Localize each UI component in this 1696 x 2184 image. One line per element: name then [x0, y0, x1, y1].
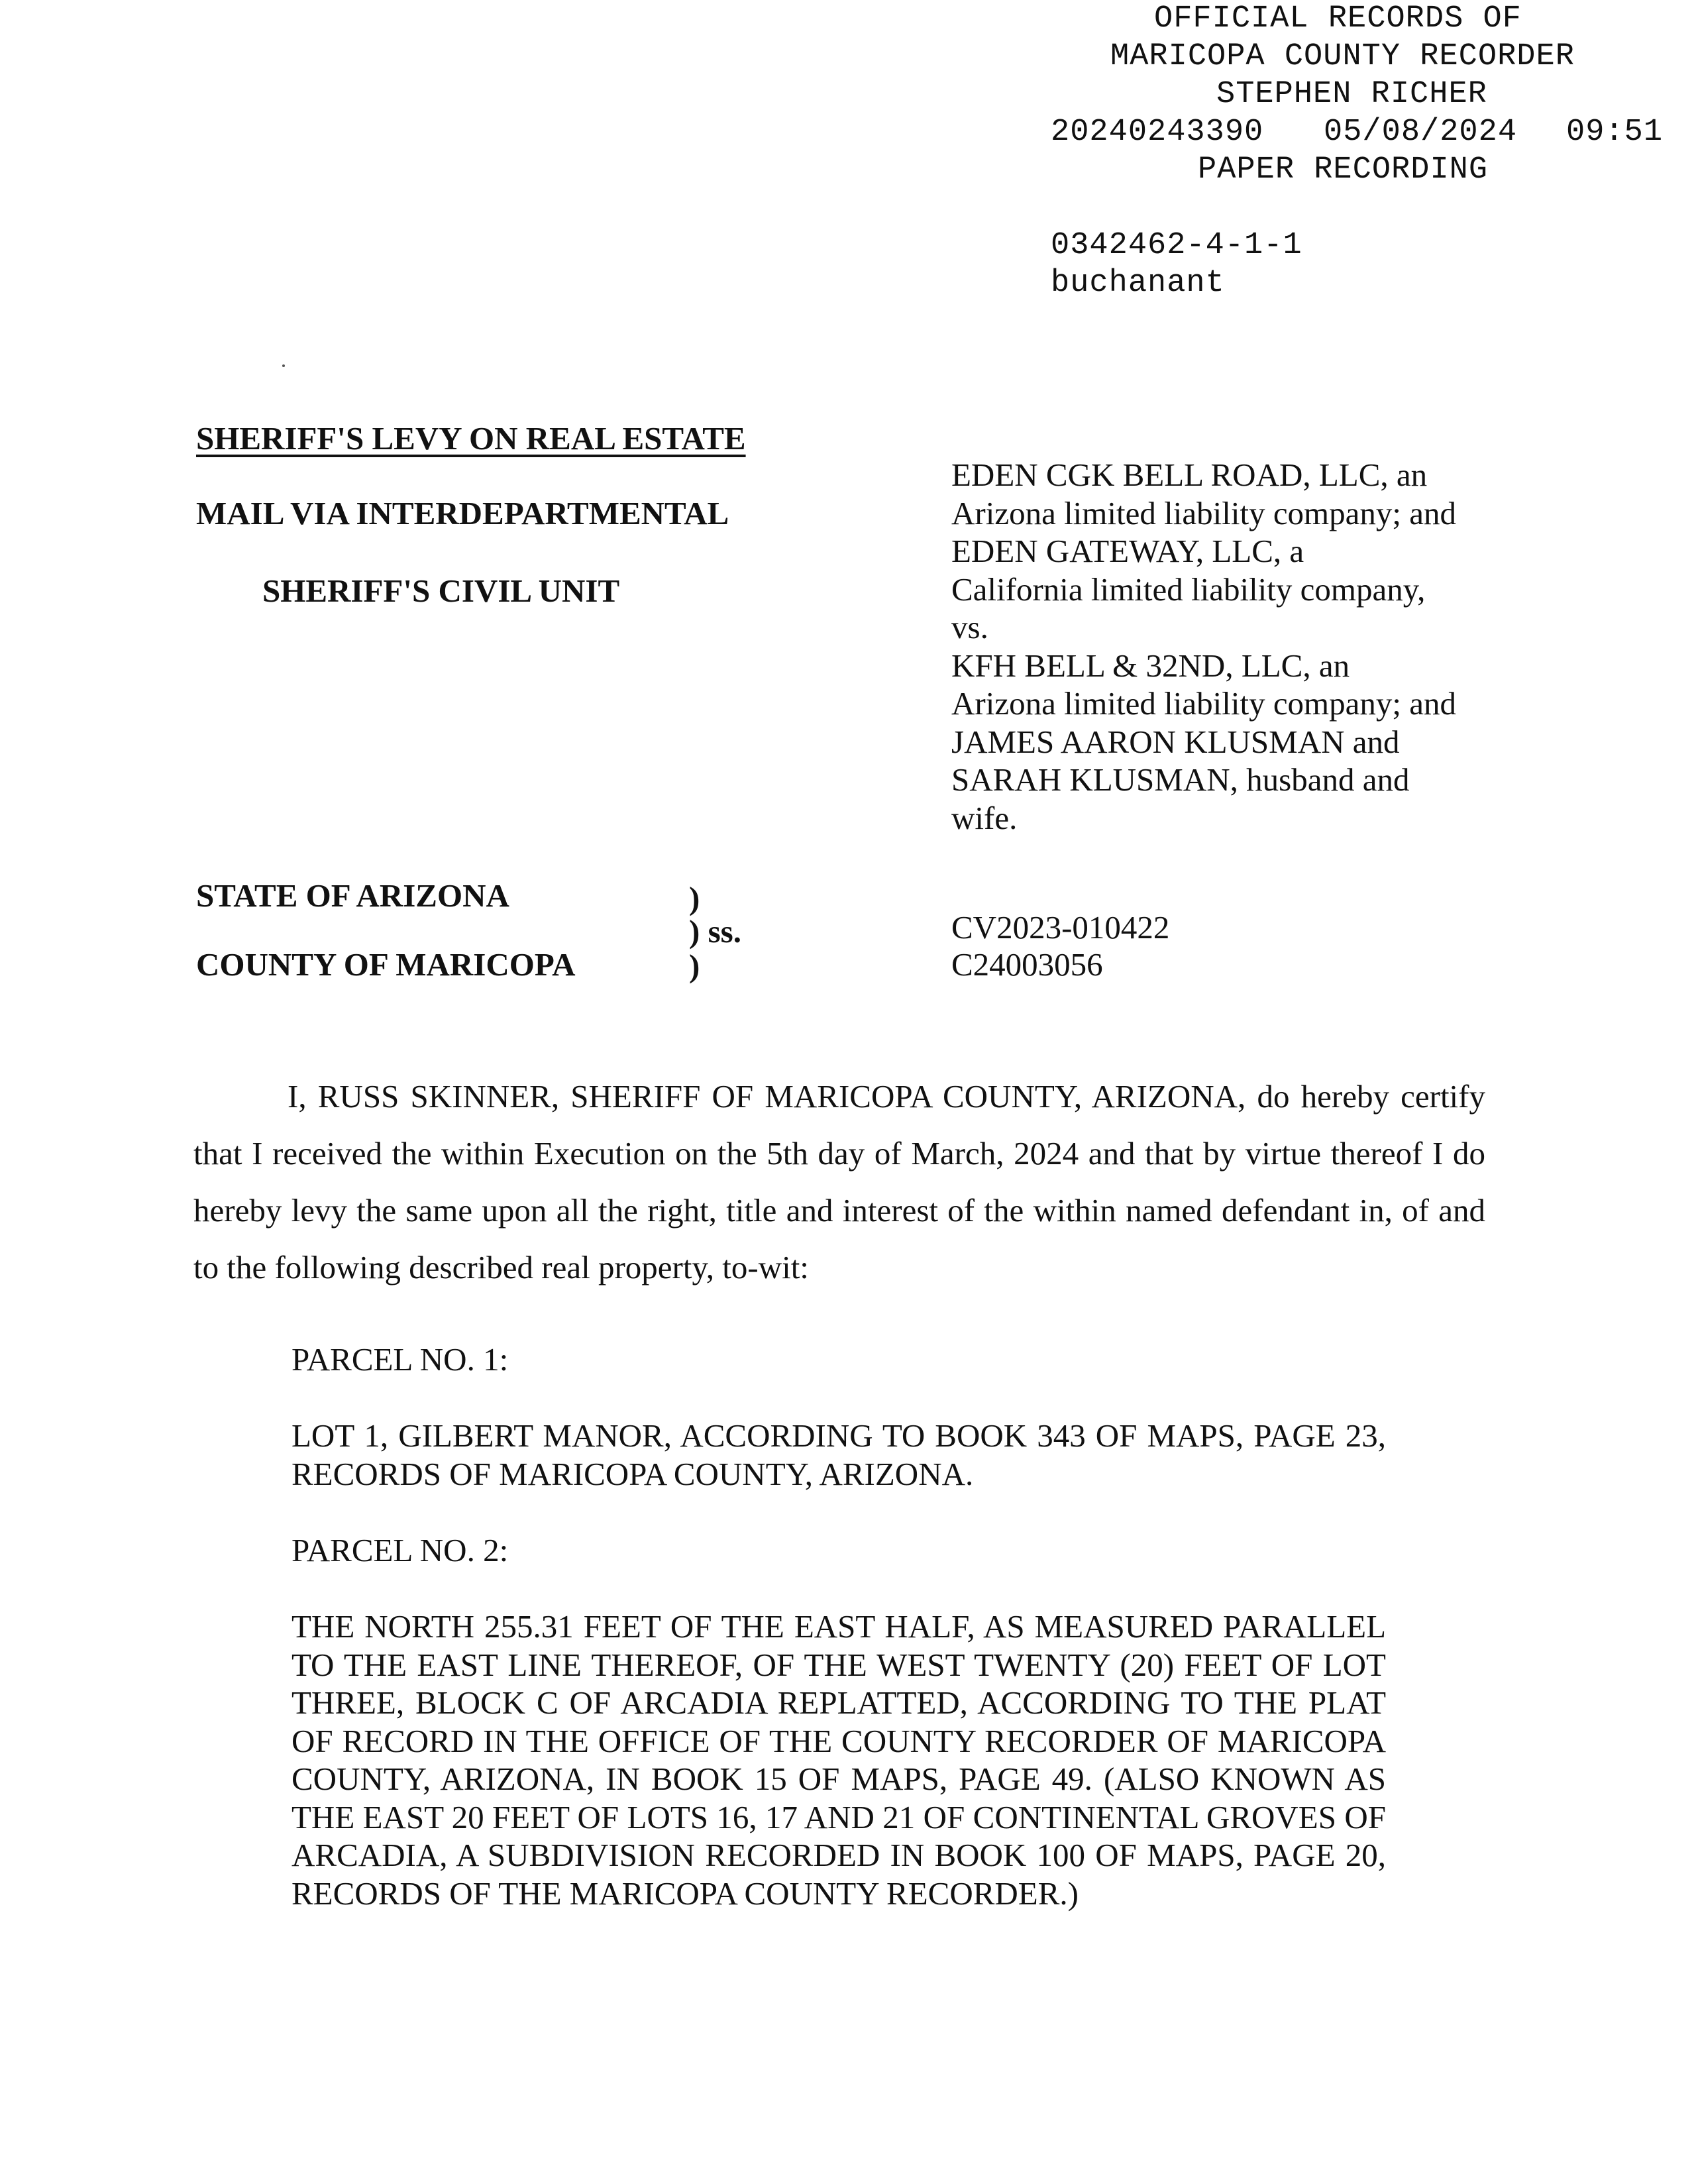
venue-paren-bottom: ): [689, 948, 700, 984]
stamp-recorder-name: STEPHEN RICHER: [1216, 77, 1487, 112]
scan-speck: [282, 364, 285, 367]
civil-unit: SHERIFF'S CIVIL UNIT: [262, 573, 620, 609]
party-line: EDEN CGK BELL ROAD, LLC, an: [951, 457, 1428, 493]
stamp-recording-type: PAPER RECORDING: [1198, 152, 1489, 188]
venue-paren-top: ): [689, 880, 700, 916]
stamp-clerk: buchanant: [1051, 266, 1225, 301]
venue-state: STATE OF ARIZONA: [196, 877, 509, 914]
stamp-recording-number: 20240243390: [1051, 115, 1264, 150]
party-line: wife.: [951, 799, 1018, 836]
stamp-office-line: OFFICIAL RECORDS OF: [1154, 1, 1522, 36]
venue-ss: ) ss.: [689, 913, 741, 950]
mail-instruction: MAIL VIA INTERDEPARTMENTAL: [196, 495, 729, 531]
party-line: EDEN GATEWAY, LLC, a: [951, 533, 1304, 569]
versus-line: vs.: [951, 609, 988, 645]
stamp-ref-code: 0342462-4-1-1: [1051, 228, 1302, 263]
stamp-recording-time: 09:51: [1566, 115, 1664, 150]
party-line: JAMES AARON KLUSMAN and: [951, 723, 1400, 760]
venue-county: COUNTY OF MARICOPA: [196, 946, 576, 983]
parcel-2-description: THE NORTH 255.31 FEET OF THE EAST HALF, AS MEASURED PARALLEL TO THE EAST LINE THEREOF, OF THE WEST TWENTY (20) FEET OF LOT THREE, BLOCK C OF ARCADIA REPLATTED, ACCORDING TO THE PLAT OF RECORD IN THE OFFICE OF THE COUNTY RECORDER OF MARICOPA COUNTY, ARIZONA, IN BOOK 15 OF MAPS, PAGE 49. (ALSO KNOWN AS THE EAST 20 FEET OF LOTS 16, 17 AND 21 OF CONTINENTAL GROVES OF ARCADIA, A SUBDIVISION RECORDED IN BOOK 100 OF MAPS, PAGE 20, RECORDS OF THE MARICOPA COUNTY RECORDER.): [292, 1608, 1386, 1912]
certification-paragraph: I, RUSS SKINNER, SHERIFF OF MARICOPA COUNTY, ARIZONA, do hereby certify that I received the within Execution on the 5th day of March, 2024 and that by virtue thereof I do hereby levy the same upon all the right, title and interest of the within named defendant in, of and to the following described real property, to-wit:: [193, 1078, 1485, 1285]
stamp-recording-date: 05/08/2024: [1324, 115, 1518, 150]
party-line: KFH BELL & 32ND, LLC, an: [951, 647, 1350, 684]
party-line: SARAH KLUSMAN, husband and: [951, 761, 1410, 798]
document-title: SHERIFF'S LEVY ON REAL ESTATE: [196, 420, 746, 457]
party-line: Arizona limited liability company; and: [951, 685, 1457, 722]
case-number-internal: C24003056: [951, 946, 1103, 983]
parcel-2-heading: PARCEL NO. 2:: [292, 1532, 509, 1568]
party-line: Arizona limited liability company; and: [951, 494, 1457, 531]
parcel-1-heading: PARCEL NO. 1:: [292, 1341, 509, 1378]
party-line: California limited liability company,: [951, 571, 1426, 608]
case-number-civil: CV2023-010422: [951, 909, 1170, 946]
parcel-1-description: LOT 1, GILBERT MANOR, ACCORDING TO BOOK 343 OF MAPS, PAGE 23, RECORDS OF MARICOPA COUNTY, ARIZONA.: [292, 1417, 1386, 1492]
parties-block: [951, 456, 1521, 837]
stamp-recorder-line: MARICOPA COUNTY RECORDER: [1110, 39, 1575, 74]
